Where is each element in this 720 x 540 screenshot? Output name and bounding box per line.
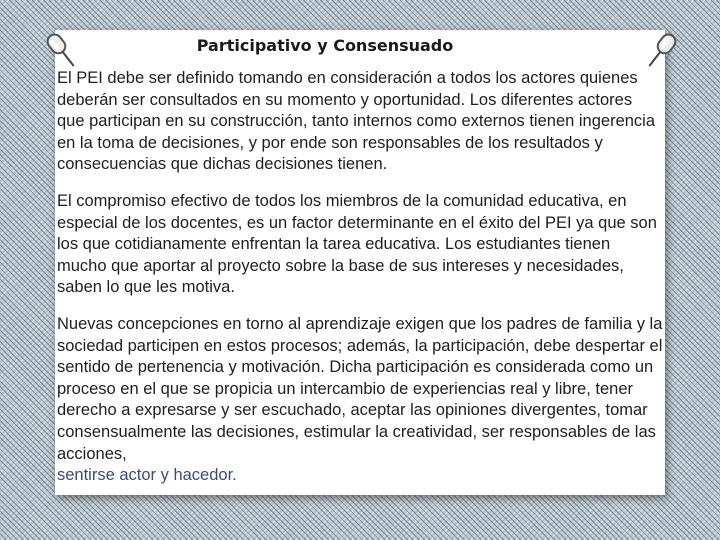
slide-title: Participativo y Consensuado (196, 36, 454, 55)
paragraph-3: Nuevas concepciones en torno al aprendizaje exigen que los padres de familia y la sociedad participen en estos procesos; además, la participación, debe despertar el sentido de pertenencia y motivación. Dicha participación es considerada como un proceso en el que se propicia un intercambio de experiencias real y libre, tener derecho a expresarse y ser escuchado, aceptar las opiniones divergentes, tomar consensualmente las decisiones, estimular la creatividad, ser responsables de las acciones, (57, 314, 663, 463)
overflow-text: sentirse actor y hacedor. (57, 466, 237, 485)
paragraph-2: El compromiso efectivo de todos los miembros de la comunidad educativa, en especial de los docentes, es un factor determinante en el éxito del PEI ya que son los que cotidianamente enfrentan la tarea educativa. Los estudiantes tienen mucho que aportar al proyecto sobre la base de sus intereses y necesidades, saben lo que les motiva. (57, 191, 657, 297)
paragraph-1: El PEI debe ser definido tomando en consideración a todos los actores quienes deberán ser consultados en su momento y oportunidad. Los diferentes actores que participan en su construcción, tanto internos como externos tienen ingerencia en la toma de decisiones, y por ende son responsables de los resultados y consecuencias que dichas decisiones tienen. (57, 69, 656, 174)
slide-body (57, 68, 663, 487)
